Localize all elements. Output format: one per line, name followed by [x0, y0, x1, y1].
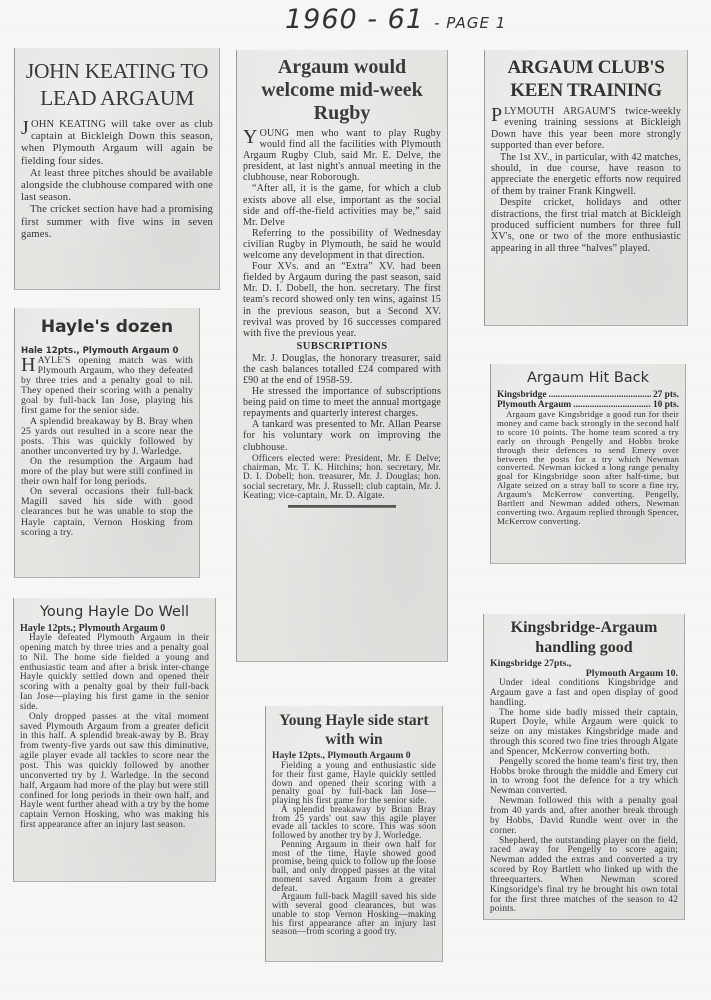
score-row [497, 390, 679, 400]
paragraph: The home side badly missed their captain, Rupert Doyle, while Argaum were quick to seize on any mistakes Kingsbridge made and through this scored two fine tries through Algate and Spencer, McKerrow converting both. [490, 707, 678, 757]
leader-dots [549, 390, 651, 400]
officers-list [243, 454, 441, 501]
headline: Argaum Hit Back [526, 370, 650, 386]
score-line: Hayle 12pts.; Plymouth Argaum 0 [20, 623, 166, 634]
paragraph: Hayle defeated Plymouth Argaum in their opening match by three tries and a penalty goal to Nil. The home side fielded a young and enthusiastic team and after a brisk inter-change Hayle quickly settled down and opened their scoring with a penalty goal by their full-back Ian Jose—playing his first game in the senior side. [20, 633, 209, 712]
paragraph: Penning Argaum in their own half for most of the time, Hayle showed good promise, being quick to follow up the loose ball, and only dropped passes at the vital moment saved Argaum from a greater defeat. [272, 838, 436, 893]
score-line: Hale 12pts., Plymouth Argaum 0 [21, 346, 179, 356]
team-name: Plymouth Argaum [497, 400, 572, 410]
team-name: Kingsbridge [497, 390, 547, 400]
paragraph: At least three pitches should be available alongside the clubhouse compared with one last season. [21, 167, 213, 204]
clipping-john-keating [14, 48, 220, 290]
clipping-young-hayle-do-well [13, 598, 216, 882]
paragraph: Four XVs. and an “Extra” XV. had been fielded by Argaum during the past season, said Mr. D. I. Dobell, the hon. secretary. The first team's record showed only ten wins, against 15 in the previous season, but a Second XV. revival was proved by 16 successes compared with five the previous year. [243, 261, 441, 339]
paragraph: HAYLE'S opening match was with Plymouth Argaum, who they defeated by three tries and a penalty goal to nil. They opened their scoring with a penalty goal by full-back Ian Jose, playing his first game for the senior side. [21, 354, 193, 417]
headline: Argaum would welcome mid-week Rugby [261, 56, 423, 124]
paragraph: YOUNG men who want to play Rugby would find all the facilities with Plymouth Argaum Rugby Club, said Mr. E. Delve, the president, at last night's annual meeting in the clubhouse, near Roborough. [243, 126, 441, 184]
article-body [21, 356, 193, 538]
paragraph: Newman followed this with a penalty goal from 40 yards and, after another break through by Hobbs, David Rundle went over in the corner. [490, 796, 678, 836]
paragraph: A tankard was presented to Mr. Allan Pearse for his voluntary work on improving the clubhouse. [243, 419, 441, 453]
article-body [272, 761, 436, 936]
paragraph: Shepherd, the outstanding player on the field, raced away for Pengelly to score again; Newman added the extras and converted a try scored by Roy Bartlett who linked up with the threequarters. When Newman scored Kingsoridge's final try he brought his own total for the first three matches of the season to 42 points. [490, 835, 678, 915]
article-body [243, 128, 441, 339]
divider-rule [288, 505, 397, 508]
headline: Hayle's dozen [40, 317, 174, 337]
headline: ARGAUM CLUB'S KEEN TRAINING [507, 57, 665, 101]
paragraph: Pengelly scored the home team's first try, then Hobbs broke through the middle and Emery cut in to wrong foot the defence for a try which Newman converted. [490, 756, 678, 797]
score-line-home: Kingsbridge 27pts., [490, 658, 572, 669]
paragraph: Only dropped passes at the vital moment saved Plymouth Argaum from a greater deficit in this half. A splendid break-away by B. Bray from twenty-five yards out saw this diminutive, agile player evade all tackles to score near the post. This was quickly followed by another unconverted try by J. Warledge. In the second half, Argaum had more of the play but were still confined for long periods in their own half, and Hayle went further ahead with a try by the home captain Vernon Hosking, who was making his first appearance after an injury last season. [20, 711, 209, 831]
clipping-young-hayle-side [265, 706, 443, 962]
paragraph: Mr. J. Douglas, the honorary treasurer, said the cash balances totalled £24 compared with £90 at the end of 1958-59. [243, 352, 441, 386]
paragraph: He stressed the importance of subscriptions being paid on time to meet the annual mortgage repayments and quarterly interest charges. [243, 386, 441, 420]
clipping-keen-training [484, 50, 688, 326]
paragraph: A splendid breakaway by B. Bray when 25 yards out resulted in a score near the posts. This was quickly followed by another unconverted try by J. Warledge. [21, 415, 193, 457]
subheading: SUBSCRIPTIONS [296, 340, 388, 352]
article-body-continued [243, 353, 441, 453]
article-body [491, 106, 681, 254]
paragraph: On several occasions their full-back Magill saved his side with good clearances but he was unable to stop the Hayle captain, Vernon Hosking from scoring a try. [21, 486, 193, 538]
clipping-argaum-hit-back [490, 364, 686, 564]
paragraph: PLYMOUTH ARGAUM'S twice-weekly evening training sessions at Bickleigh Down have this year been more strongly supported than ever before. [491, 104, 681, 152]
clipping-midweek-rugby [236, 50, 448, 662]
headline: Young Hayle side start with win [279, 712, 429, 748]
team-points: 27 pts. [652, 390, 679, 400]
paragraph: Argaum gave Kingsbridge a good run for their money and came back strongly in the second half to score 10 points. The home team scored a try early on through Pengelly and Hobbs broke through their defences to send Emery over between the posts for a try which Newman converted. Newman kicked a long range penalty goal for Kingsbridge soon after half-time, but Algate seized on a stray ball to score a fine try, Argaum's McKerrow converting. Pengelly, Bartlett and Newman added others, Newman converting two. Argaum replied through Spencer, McKerrow converting. [497, 409, 679, 526]
drop-cap: J [21, 117, 29, 139]
paragraph: “After all, it is the game, for which a club exists above all else, important as the social side and off-the-field activities may be,” said Mr. Delve [243, 183, 441, 228]
headline: Young Hayle Do Well [39, 604, 190, 620]
drop-cap: H [21, 354, 36, 376]
paragraph: Despite cricket, holidays and other distractions, the first trial match at Bickleigh produced sufficient numbers for three full XV's, one or two of the more enthusiastic appearing in all three “halves” played. [491, 197, 681, 254]
handwritten-page-header [285, 4, 605, 40]
article-body [20, 634, 209, 831]
drop-cap: Y [243, 126, 258, 148]
team-points: 10 pts. [652, 400, 679, 410]
headline: Kingsbridge-Argaum handling good [510, 619, 658, 656]
paragraph: Argaum full-back Magill saved his side with several good clearances, but was unable to stop Vernon Hosking—making his first appearance after an injury last season—from scoring a good try. [272, 891, 436, 937]
drop-cap: P [491, 104, 503, 126]
paragraph: A splendid breakaway by Brian Bray from 25 yards' out saw this agile player evade all tackles to score. This was soon followed by another try by J. Worledge. [272, 803, 436, 840]
score-line: Hayle 12pts., Plymouth Argaum 0 [272, 750, 411, 761]
paragraph: Under ideal conditions Kingsbridge and Argaum gave a fast and open display of good handling. [490, 678, 678, 708]
paragraph: Officers elected were: President, Mr. E Delve; chairman, Mr. T. K. Hitchins; hon. secretary, Mr. D. I. Dobell; hon. treasurer, Mr. J. Douglas; hon. social secretary, Mr. J. Russell; club captain, Mr. J. Keating; vice-captain, Mr. D. Algate. [243, 452, 441, 501]
headline: JOHN KEATING TO LEAD ARGAUM [25, 59, 209, 110]
clipping-handling-good [483, 614, 685, 920]
score-line-away: Plymouth Argaum 10. [585, 668, 678, 679]
paragraph: Fielding a young and enthusiastic side for their first game, Hayle quickly settled down and opened their scoring with a penalty goal by full-back Ian Jose—playing his first game for the senior side. [272, 760, 436, 805]
handwritten-page-number: - PAGE 1 [434, 14, 507, 32]
clipping-hayles-dozen [14, 308, 200, 578]
paragraph: Referring to the possibility of Wednesday civilian Rugby in Plymouth, he said he would welcome any development in that direction. [243, 227, 441, 262]
article-body [21, 119, 213, 241]
handwritten-year: 1960 - 61 [285, 4, 424, 35]
paragraph: On the resumption the Argaum had more of the play but were still confined in their own half for long periods. [21, 455, 193, 488]
paragraph: JOHN KEATING will take over as club captain at Bickleigh Down this season, when Plymouth Argaum will again be fielding four sides. [21, 117, 213, 167]
paragraph: The cricket section have had a promising first summer with five wins in seven games. [21, 204, 213, 240]
article-body [490, 679, 678, 915]
article-body [497, 410, 679, 526]
paragraph: The 1st XV., in particular, with 42 matches, should, in due course, have reason to appreciate the energetic efforts now required of them by trainer Frank Kingwell. [491, 151, 681, 197]
